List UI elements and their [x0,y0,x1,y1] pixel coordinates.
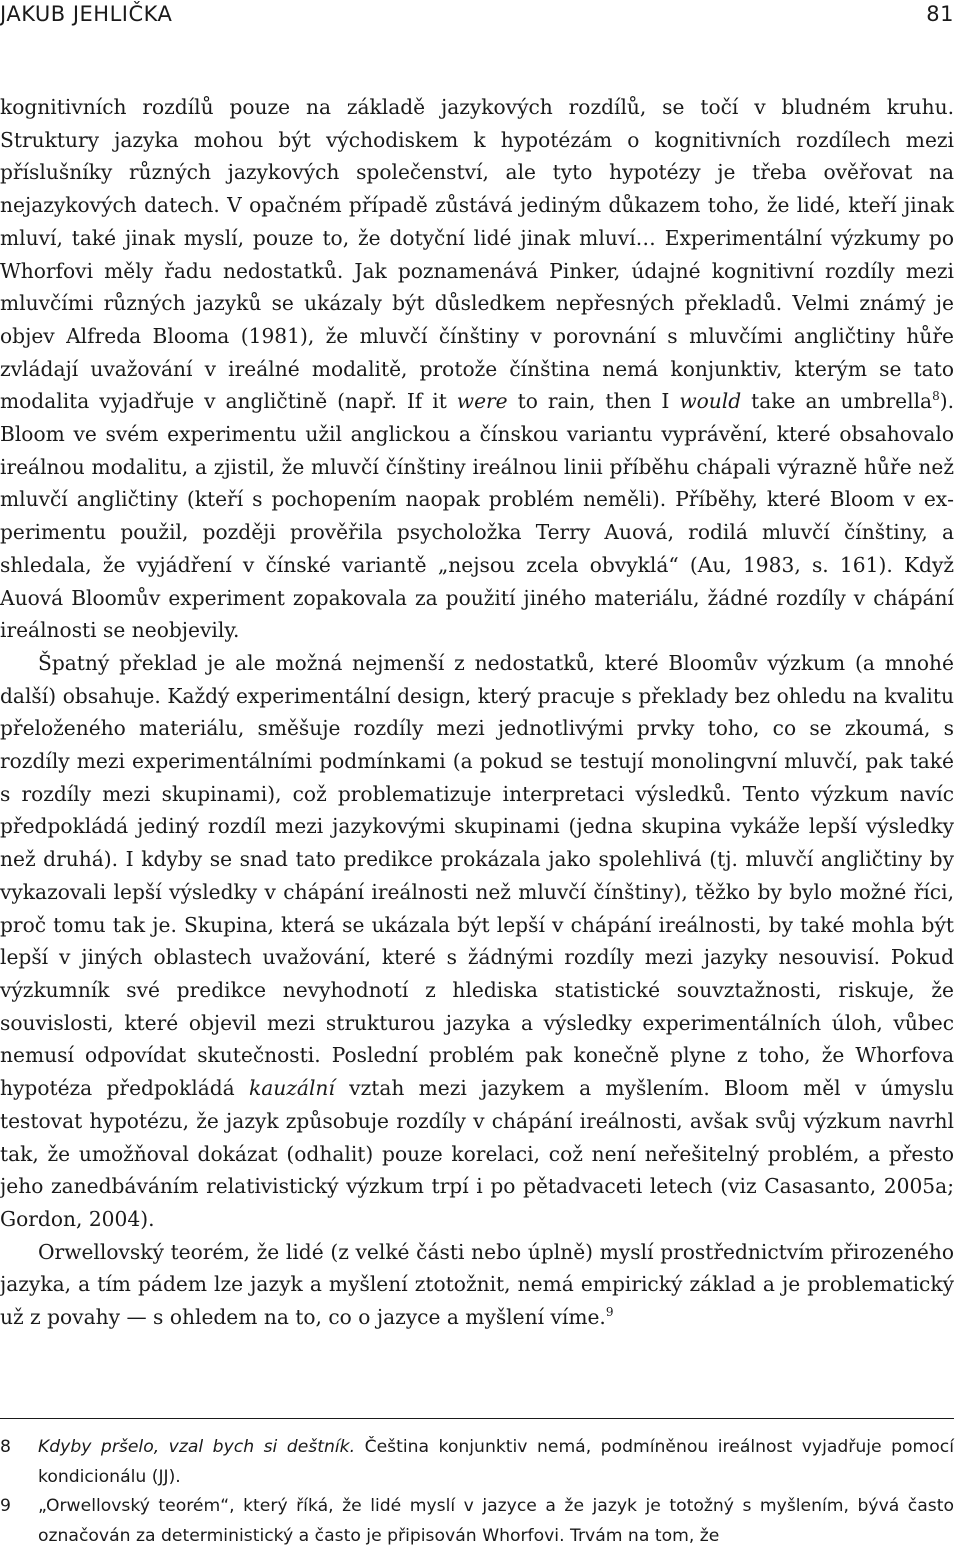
paragraph-3 [0,1236,954,1334]
footnote-italic: Kdyby pršelo, vzal bych si deštník. [38,1437,356,1457]
paragraph-1-part-c: take an umbrella [741,389,933,414]
footnote-text: Čeština konjunktiv nemá, podmíněnou ireálnost vyjadřuje pomocí kondicionálu (JJ). [38,1437,954,1487]
footnotes [0,1433,954,1551]
paragraph-2-part-a: Špatný překlad je ale možná nejmenší z nedostatků, které Bloomův výzkum (a mnohé další) obsahuje. Každý experimentální design, který pracuje s překlady bez ohledu na kvalitu přeloženého materiálu, směšuje rozdíly mezi jednotlivými prvky toho, co se zkoumá, s rozdíly mezi experimentálními podmínkami (a pokud se testují monolingvní mluvčí, pak také s rozdíly mezi skupinami), což problematizuje interpretaci výsledků. Tento výzkum navíc předpokládá jediný rozdíl mezi jazykovými skupinami (jedna skupina vykáže lepší výsledky než druhá). I kdyby se snad tato predikce prokázala jako spolehlivá (tj. mluvčí angličtiny by vykazovali lepší výsledky v chápání ireálnosti než mluvčí čínštiny), těžko by bylo možné říci, proč tomu tak je. Skupina, která se ukázala být lepší v chápání ireálnosti, by také mohla být lepší v jiných oblastech uvažování, které s žádnými rozdíly mezi jazyky nesouvisí. Pokud výzkumník své predikce nevyhodnotí z hlediska statistické souvztažnosti, riskuje, že souvislosti, které objevil mezi strukturou jazyka a výsledky experimentálních úloh, vůbec nemusí odpovídat skutečnosti. Poslední problém pak konečně plyne z toho, že Whorfova hypotéza předpokládá [0,650,954,1101]
footnote-ref-8[interactable]: 8 [932,389,940,404]
emphasis-were: were [456,389,508,414]
emphasis-kauzalni: kauzální [249,1076,335,1101]
paragraph-1 [0,91,954,647]
paragraph-1-part-b: to rain, then I [507,389,680,414]
footnote-ref-9[interactable]: 9 [605,1305,614,1320]
emphasis-would: would [679,389,742,414]
footnote-number: 9 [0,1496,11,1517]
running-header [0,2,954,32]
paragraph-3-part-a: Orwellovský teorém, že lidé (z velké části nebo úplně) myslí prostřednictvím přirozeného jazyka, a tím pádem lze jazyk a myšlení ztotožnit, nemá empirický základ a je problematický už z povahy — s ohledem na to, co o jazyce a myšlení víme. [0,1239,954,1330]
page-number: 81 [926,2,954,26]
paragraph-2 [0,647,954,1236]
running-header-author: JAKUB JEHLIČKA [0,2,173,26]
main-text [0,91,954,1334]
footnote-9 [0,1492,954,1551]
paragraph-2-part-b: vztah mezi jazykem a myšlením. Bloom měl v úmyslu testovat hypotézu, že jazyk způsobuje rozdíly v chápání ireálnosti, avšak svůj výzkum navrhl tak, že umožňoval dokázat (odhalit) pouze korelaci, což není neřešitelný problém, a přesto jeho zanedbáváním relativistický výzkum trpí i po pětadvaceti letech (viz Casasanto, 2005a; Gordon, 2004). [0,1076,954,1231]
paragraph-1-part-d: ). Bloom ve svém experimentu užil anglickou a čínskou variantu vyprávění, které obsahovalo ireálnou modalitu, a zjistil, že mluvčí čínštiny ireálnou linii příběhu chápali výrazně hůře než mluvčí angličtiny (kteří s pochopením naopak problém neměli). Příběhy, které Bloom v experimentu použil, později prověřila psycholožka Terry Auová, rodilá mluvčí čínštiny, a shledala, že vyjádření v čínské variantě „nejsou zcela obvyklá“ (Au, 1983, s. 161). Když Auová Bloomův experiment zopakovala za použití jiného materiálu, žádné rozdíly v chápání ireálnosti se neobjevily. [0,389,954,643]
footnote-8 [0,1433,954,1492]
footnote-number: 8 [0,1437,11,1457]
footnote-text: „Orwellovský teorém“, který říká, že lidé myslí v jazyce a že jazyk je totožný s myšlením, bývá často označován za deterministický a často je připisován Whorfovi. Trvám na tom, že [38,1496,954,1546]
paragraph-1-part-a: kognitivních rozdílů pouze na základě jazykových rozdílů, se točí v bludném kruhu. Struktury jazyka mohou být východiskem k hypotézám o kognitivních rozdílech mezi příslušníky různých jazykových společenství, ale tyto hypotézy je třeba ověřovat na nejazykových datech. V opačném případě zůstává jediným důkazem toho, že lidé, kteří jinak mluví, také jinak myslí, pouze to, že dotyční lidé jinak mluví… Experimentální výzkumy po Whorfovi měly řadu nedostatků. Jak poznamenává Pinker, údajné kognitivní rozdíly mezi mluvčími různých jazyků se ukázaly být důsledkem nepřesných překladů. Velmi známý je objev Alfreda Blooma (1981), že mluvčí čínštiny v porovnání s mluvčími angličtiny hůře zvládají uvažování v ireálné modalitě, protože čínština nemá konjunktiv, kterým se tato modalita vyjadřuje v angličtině (např. If it [0,95,954,414]
footnote-separator [0,1418,954,1419]
